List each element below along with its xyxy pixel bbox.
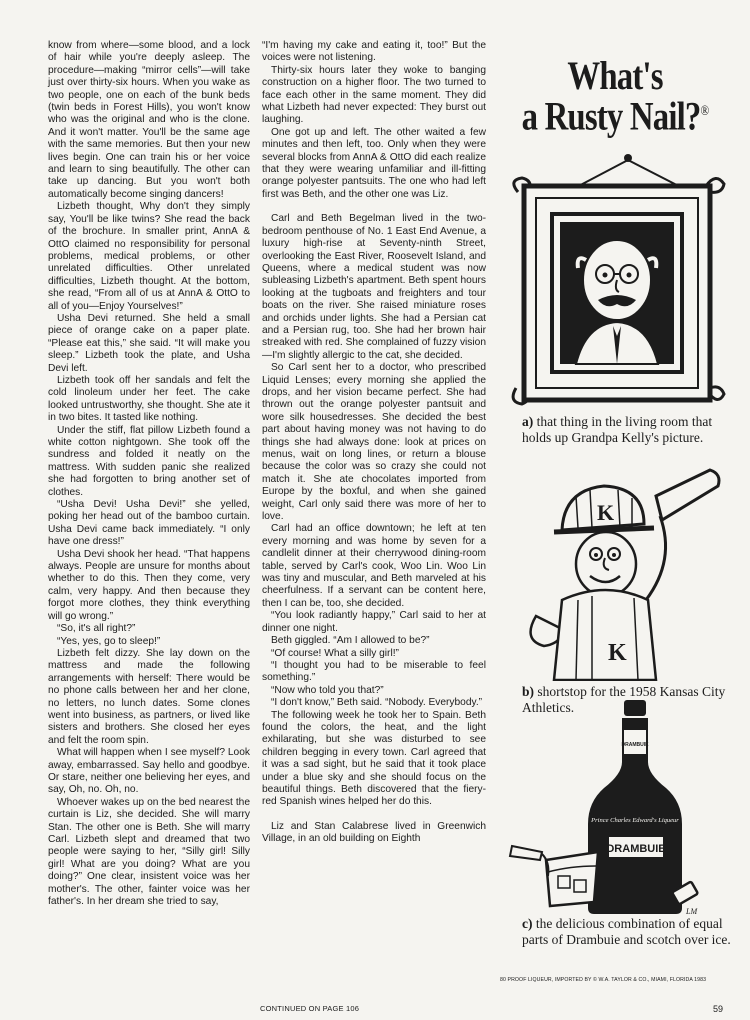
paragraph: know from where—some blood, and a lock of hair while you're deeply asleep. The procedure—making “mirror cells”—will take just over thirty-six hours. When you wake as two people, one on each of the bunk beds (twin beds in Forest Hills), you won't know who was the original and who is the clone. And it won't matter. You'll be the same age with the same memories. But then your new lives begin. One can train his or her voice and learn to sing beautifully. The other can take up dancing. But you won't both automatically become singing dancers!	[48, 40, 250, 200]
paragraph: Thirty-six hours later they woke to banging construction on a higher floor. The two turned to face each other in the same moment. They did what Lizbeth had never expected: They burst out laughing.	[262, 64, 486, 126]
bottle-label: DRAMBUIE	[606, 843, 666, 855]
ad-headline-line-1: What's	[567, 53, 663, 98]
article-column-1	[48, 40, 250, 908]
drambuie-advertisement	[500, 30, 730, 1000]
registered-mark: ®	[700, 104, 709, 119]
paragraph: Whoever wakes up on the bed nearest the curtain is Liz, she decided. She will marry Stan. The other one is Beth. She will marry Carl. Lizbeth slept and dreamed that two people were saying to her, “Silly girl! Silly girl! What are you doing? What are you doing?” One clear, insistent voice was her mother's. The other, fainter voice was her father's. In her dream she tried to say,	[48, 796, 250, 908]
paragraph: Lizbeth thought, Why don't they simply say, You'll be like twins? She read the back of the brochure. In smaller print, AnnA & OttO claimed no responsibility for personal problems, medical problems, or other unrelated difficulties. Other unrelated difficulties, Lizbeth thought. At the bottom, she read, “From all of us at AnnA & OttO to all of you—Enjoy Yourselves!”	[48, 201, 250, 312]
framed-portrait-illustration	[506, 150, 726, 410]
paragraph: One got up and left. The other waited a few minutes and then left, too. Only when they were several blocks from AnnA & OttO did each realize that they were wearing unfamiliar and ill-fitting orange polyester pantsuits. The one who had left first was Beth, and the other one was Liz.	[262, 126, 486, 200]
continued-notice: CONTINUED ON PAGE 106	[260, 1004, 360, 1013]
option-c-letter: c)	[522, 916, 533, 931]
paragraph: “Now who told you that?”	[271, 684, 384, 696]
paragraph: “Yes, yes, go to sleep!”	[57, 635, 161, 647]
option-b-text: shortstop for the 1958 Kansas City Athletics.	[522, 684, 726, 715]
ad-headline	[521, 53, 710, 139]
paragraph: Liz and Stan Calabrese lived in Greenwich Village, in an old building on Eighth	[262, 820, 486, 845]
ad-headline-line-2: a Rusty Nail?	[521, 93, 701, 139]
option-a-text: that thing in the living room that holds up Grandpa Kelly's picture.	[522, 414, 713, 445]
ad-fine-print: 80 PROOF LIQUEUR, IMPORTED BY © W.A. TAYLOR & CO., MIAMI, FLORIDA 1983	[500, 977, 707, 983]
option-b-letter: b)	[522, 684, 535, 699]
article-column-2	[262, 40, 486, 846]
paragraph: Under the stiff, flat pillow Lizbeth found a white cotton nightgown. She took off the sundress and folded it neatly on the mattress. With sudden panic she realized she had forgotten to bring another set of clothes.	[48, 424, 250, 498]
page-number: 59	[713, 1004, 724, 1014]
paragraph: “So, it's all right?”	[57, 623, 136, 635]
paragraph: “I'm having my cake and eating it, too!” But the voices were not listening.	[262, 40, 486, 64]
paragraph: Usha Devi returned. She held a small piece of orange cake on a paper plate. “Please eat this,” she said. “It will make you sleep.” Lizbeth took the plate, and Usha Devi left.	[48, 312, 250, 374]
paragraph: “You look radiantly happy,” Carl said to her at dinner one night.	[262, 610, 486, 634]
neck-label: DRAMBUIE	[621, 742, 649, 748]
paragraph: What will happen when I see myself? Look away, embarrassed. Say hello and goodbye. Or stare, neither one believing her eyes, and say, Oh, no. Oh, no.	[48, 747, 250, 796]
drambuie-bottle-illustration	[506, 696, 726, 918]
paragraph: Usha Devi shook her head. “That happens always. People are unsure for months about whether to do this. Then they come, very calm, very happy. And then because they forgot more clothes, they think everything will go wrong.”	[48, 548, 250, 622]
paragraph: So Carl sent her to a doctor, who prescribed Liquid Lenses; every morning she applied the drops, and her vision became perfect. She had thrown out the orange polyester pantsuit and wore silk housedresses. She decided the best part about having money was not having to do things she had always done: look at prices on menus, wait on long lines, or return a blouse because the color was so crazy she could not match it. She ate chocolates imported from Europe by the boxful, and when she gained weight, Carl only said there was more of her to love.	[262, 362, 486, 523]
paragraph: The following week he took her to Spain. Beth found the colors, the heat, and the light exhilarating, but she was disturbed to see children begging in every town. Carl agreed that it was a sad sight, but he said that it took place under a blue sky and she should focus on the beautiful things. Beth discovered that the fiery-red Spanish wines helped her do this.	[262, 709, 486, 808]
paragraph: Carl and Beth Begelman lived in the two-bedroom penthouse of No. 1 East End Avenue, a luxury high-rise at Seventy-ninth Street, overlooking the East River, Roosevelt Island, and Queens, where a medical student was now subleasing Lizbeth's apartment. Beth spent hours looking at the tugboats and freighters and tour boats on the river. She raised miniature roses and orchids under lights. She had a Persian cat and a Persian rug, too. She had her brown hair streaked with red. She complained of fuzzy vision—I'm slightly allergic to the cat, she decided.	[262, 213, 486, 361]
jersey-letter: K	[608, 640, 627, 666]
option-a-letter: a)	[522, 414, 534, 429]
paragraph: Carl had an office downtown; he left at ten every morning and was home by seven for a candlelit dinner at their cherrywood dining-room table, served by Carl's cook, Woo Lin. Woo Lin was tiny and muscular, and Beth marveled at his cheerfulness. If a servant can be content here, then I can be, too, she decided.	[262, 523, 486, 609]
paragraph: Lizbeth felt dizzy. She lay down on the mattress and made the following arrangements with herself: There would be no phone calls between her and her clone, no letters, no lunch dates. Some clones went into business, as partners, or lived like sisters and brothers. She closed her eyes and felt the room spin.	[48, 647, 250, 746]
option-a	[522, 414, 732, 446]
paragraph: “I thought you had to be miserable to feel something.”	[262, 659, 486, 684]
paragraph: Beth giggled. “Am I allowed to be?”	[271, 635, 430, 647]
paragraph: “Usha Devi! Usha Devi!” she yelled, poking her head out of the bamboo curtain. Usha Devi came back immediately. “I only have one dress!”	[48, 499, 250, 548]
shortstop-illustration	[506, 466, 726, 681]
cap-letter: K	[597, 500, 615, 525]
option-c-text: the delicious combination of equal parts of Drambuie and scotch over ice.	[522, 916, 731, 947]
bottle-script: Prince Charles Edward's Liqueur	[591, 817, 679, 824]
paragraph: “Of course! What a silly girl!”	[271, 647, 399, 659]
artist-signature: LM	[686, 907, 698, 916]
paragraph: Lizbeth took off her sandals and felt the cold linoleum under her feet. The cake looked untrustworthy, she thought. She ate it in two bites. It tasted like nothing.	[48, 374, 250, 424]
paragraph: “I don't know,” Beth said. “Nobody. Everybody.”	[271, 697, 483, 709]
option-c	[522, 916, 732, 948]
